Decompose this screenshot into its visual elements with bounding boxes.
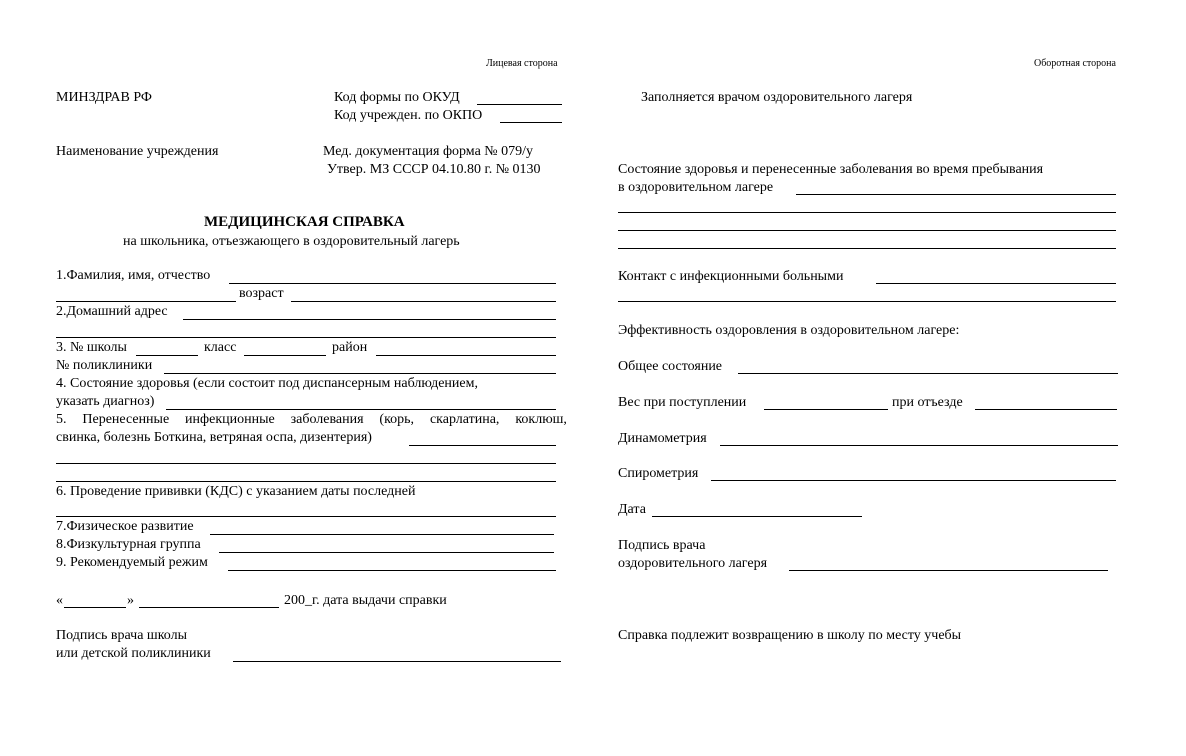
camp-health-label-cont: в оздоровительном лагере <box>618 180 774 195</box>
infections-word: (корь, <box>379 412 415 427</box>
date-open-quote: « <box>56 593 63 608</box>
age-field[interactable] <box>291 301 556 302</box>
full-name-field[interactable] <box>229 283 556 284</box>
class-label: класс <box>204 340 237 355</box>
district-field[interactable] <box>376 355 556 356</box>
okpo-field[interactable] <box>500 122 562 123</box>
ministry-label: МИНЗДРАВ РФ <box>56 90 152 105</box>
infections-word: 5. <box>56 412 67 427</box>
weight-in-field[interactable] <box>764 409 888 410</box>
camp-doctor-signature-label: Подпись врача <box>618 538 706 553</box>
school-doctor-signature-field[interactable] <box>233 661 561 662</box>
clinic-signature-label: или детской поликлиники <box>56 646 211 661</box>
camp-doctor-header: Заполняется врачом оздоровительного лагеря <box>641 90 913 105</box>
dynamometry-field[interactable] <box>720 445 1118 446</box>
spirometry-label: Спирометрия <box>618 466 699 481</box>
return-note: Справка подлежит возвращению в школу по месту учебы <box>618 628 962 643</box>
general-condition-field[interactable] <box>738 373 1118 374</box>
health-status-label: 4. Состояние здоровья (если состоит под диспансерным наблюдением, <box>56 376 478 391</box>
contact-field-cont[interactable] <box>618 301 1116 302</box>
camp-health-label: Состояние здоровья и перенесенные заболевания во время пребывания <box>618 162 1044 177</box>
okud-field[interactable] <box>477 104 562 105</box>
back-side-label: Оборотная сторона <box>1034 58 1116 69</box>
infections-field-cont[interactable] <box>56 481 556 482</box>
camp-health-field[interactable] <box>796 194 1116 195</box>
school-number-field[interactable] <box>136 355 198 356</box>
effectiveness-label: Эффективность оздоровления в оздоровительном лагере: <box>618 323 960 338</box>
form-doc-label: Мед. документация форма № 079/у <box>323 144 534 159</box>
diagnosis-field[interactable] <box>166 409 556 410</box>
weight-out-label: при отъезде <box>892 395 963 410</box>
school-doctor-signature-label: Подпись врача школы <box>56 628 188 643</box>
camp-doctor-signature-field[interactable] <box>789 570 1108 571</box>
age-label: возраст <box>239 286 284 301</box>
district-label: район <box>332 340 368 355</box>
dynamometry-label: Динамометрия <box>618 431 707 446</box>
infections-word: коклюш, <box>515 412 567 427</box>
general-condition-label: Общее состояние <box>618 359 723 374</box>
document-title: МЕДИЦИНСКАЯ СПРАВКА <box>204 214 405 230</box>
spirometry-field[interactable] <box>711 480 1116 481</box>
full-name-field-cont[interactable] <box>56 301 236 302</box>
home-address-field[interactable] <box>183 319 556 320</box>
okpo-label: Код учрежден. по ОКПО <box>334 108 483 123</box>
camp-health-field-cont[interactable] <box>618 230 1116 231</box>
infections-field-cont[interactable] <box>56 463 556 464</box>
pe-group-label: 8.Физкультурная группа <box>56 537 201 552</box>
pe-group-field[interactable] <box>219 552 554 553</box>
vaccination-field[interactable] <box>56 516 556 517</box>
regime-field[interactable] <box>228 570 556 571</box>
home-address-label: 2.Домашний адрес <box>56 304 168 319</box>
infections-field[interactable] <box>409 445 556 446</box>
document-subtitle: на школьника, отъезжающего в оздоровительный лагерь <box>123 234 460 249</box>
weight-in-label: Вес при поступлении <box>618 395 747 410</box>
infections-word: скарлатина, <box>429 412 500 427</box>
contact-field[interactable] <box>876 283 1116 284</box>
camp-signature-label-cont: оздоровительного лагеря <box>618 556 768 571</box>
regime-label: 9. Рекомендуемый режим <box>56 555 208 570</box>
infections-label-line <box>56 412 567 428</box>
front-side-label: Лицевая сторона <box>486 58 558 69</box>
infections-word: заболевания <box>290 412 364 427</box>
clinic-number-field[interactable] <box>164 373 556 374</box>
school-number-label: 3. № школы <box>56 340 127 355</box>
infections-word: Перенесенные <box>82 412 170 427</box>
infections-list-label: свинка, болезнь Боткина, ветряная оспа, дизентерия) <box>56 430 372 445</box>
camp-health-field-cont[interactable] <box>618 248 1116 249</box>
vaccination-label: 6. Проведение прививки (КДС) с указанием даты последней <box>56 484 416 499</box>
physical-development-label: 7.Физическое развитие <box>56 519 194 534</box>
camp-health-field-cont[interactable] <box>618 212 1116 213</box>
day-field[interactable] <box>64 607 126 608</box>
institution-label: Наименование учреждения <box>56 144 219 159</box>
camp-date-field[interactable] <box>652 516 862 517</box>
home-address-field-cont[interactable] <box>56 337 556 338</box>
weight-out-field[interactable] <box>975 409 1117 410</box>
issue-date-label: 200_г. дата выдачи справки <box>284 593 447 608</box>
month-field[interactable] <box>139 607 279 608</box>
diagnosis-label: указать диагноз) <box>56 394 155 409</box>
camp-date-label: Дата <box>618 502 646 517</box>
approval-label: Утвер. МЗ СССР 04.10.80 г. № 0130 <box>327 162 541 177</box>
physical-development-field[interactable] <box>210 534 554 535</box>
clinic-number-label: № поликлиники <box>56 358 153 373</box>
contact-label: Контакт с инфекционными больными <box>618 269 844 284</box>
infections-word: инфекционные <box>185 412 275 427</box>
full-name-label: 1.Фамилия, имя, отчество <box>56 268 211 283</box>
date-close-quote: » <box>127 593 134 608</box>
okud-label: Код формы по ОКУД <box>334 90 460 105</box>
class-field[interactable] <box>244 355 326 356</box>
